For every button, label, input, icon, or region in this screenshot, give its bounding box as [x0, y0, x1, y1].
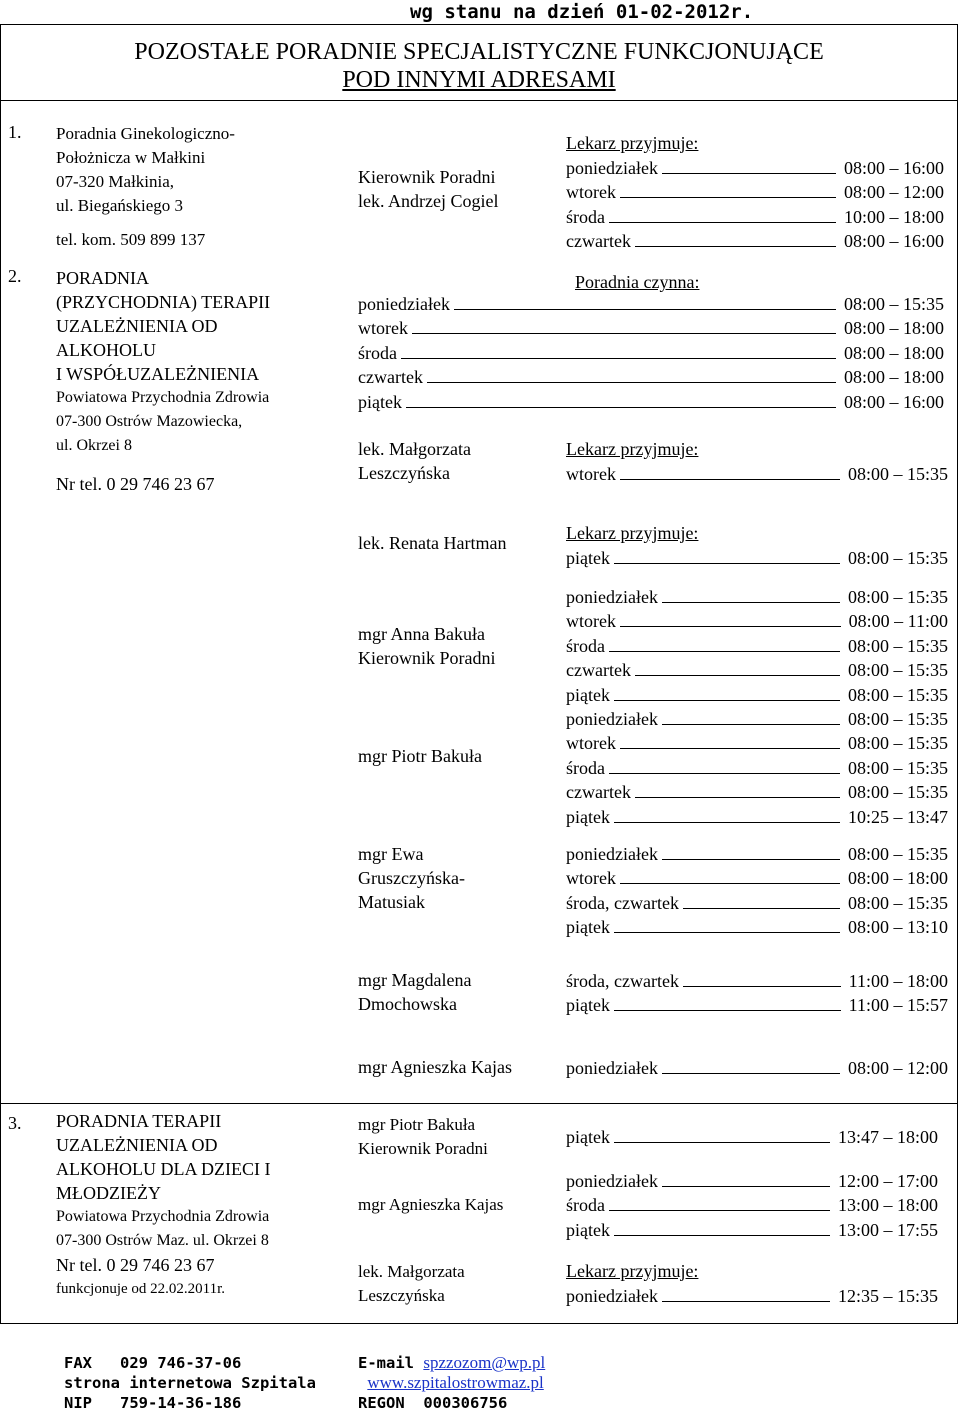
- fax-line: [64, 1353, 316, 1373]
- hours-value: 08:00 – 15:35: [847, 660, 948, 680]
- day-label: piątek: [566, 1219, 610, 1240]
- doctor-entry: [358, 531, 506, 555]
- schedule-row: [566, 204, 944, 229]
- schedule-row: [566, 1217, 938, 1242]
- schedule-row: [566, 633, 948, 658]
- dotted-leader: [662, 724, 840, 725]
- schedule-row: [566, 180, 944, 205]
- doctor-name: lek. Andrzej Cogiel: [358, 191, 499, 211]
- doctor-entry: [358, 1193, 503, 1217]
- schedule-row: [566, 866, 948, 891]
- opening-hours: [358, 291, 944, 414]
- doctor-name: lek. Małgorzata: [358, 439, 471, 459]
- clinic-name-line: (PRZYCHODNIA) TERAPII: [56, 292, 271, 312]
- clinic-1-hours: [566, 131, 944, 253]
- page-title: POZOSTAŁE PORADNIE SPECJALISTYCZNE FUNKCJONUJĄCE: [134, 39, 824, 65]
- schedule-row: [566, 584, 948, 609]
- hours-value: 08:00 – 15:35: [847, 684, 948, 705]
- hours-value: 13:00 – 18:00: [837, 1195, 938, 1215]
- clinic-address: 07-300 Ostrów Maz. ul. Okrzei 8: [56, 1232, 269, 1249]
- doctor-name-cont: Dmochowska: [358, 994, 457, 1014]
- clinic-name-line: PORADNIA: [56, 268, 150, 288]
- dotted-leader: [609, 222, 836, 223]
- clinic-name: Położnicza w Małkini: [56, 148, 206, 167]
- schedule-row: [566, 1283, 938, 1308]
- schedule-row: [566, 731, 948, 756]
- day-label: wtorek: [566, 182, 616, 202]
- doctor-hours: [566, 841, 948, 939]
- regon-label: REGON: [358, 1394, 405, 1412]
- dotted-leader: [620, 748, 840, 749]
- dotted-leader: [662, 859, 840, 860]
- dotted-leader: [609, 1210, 830, 1211]
- clinic-2-info: [56, 266, 270, 496]
- schedule-row: [358, 291, 944, 316]
- clinic-name-line: UZALEŻNIENIA OD: [56, 1135, 218, 1155]
- day-label: piątek: [566, 1126, 610, 1147]
- hours-value: 13:00 – 17:55: [837, 1219, 938, 1240]
- hours-value: 08:00 – 13:10: [847, 917, 948, 937]
- day-label: wtorek: [566, 733, 616, 753]
- hours-value: 08:00 – 15:35: [847, 586, 948, 607]
- doctor-name: mgr Anna Bakuła: [358, 624, 485, 644]
- institution: Powiatowa Przychodnia Zdrowia: [56, 389, 270, 406]
- email-link[interactable]: spzzozom@wp.pl: [423, 1353, 546, 1372]
- day-label: poniedziałek: [566, 157, 658, 178]
- doctor-entry: [358, 622, 495, 670]
- schedule-row: [358, 389, 944, 414]
- dotted-leader: [635, 797, 840, 798]
- hours-title: Lekarz przyjmuje:: [566, 439, 699, 459]
- day-label: poniedziałek: [358, 293, 450, 314]
- dotted-leader: [635, 675, 840, 676]
- dotted-leader: [620, 197, 836, 198]
- hours-value: 10:00 – 18:00: [843, 206, 944, 227]
- status-date: wg stanu na dzień 01-02-2012r.: [410, 1, 754, 23]
- dotted-leader: [620, 626, 841, 627]
- day-label: piątek: [566, 917, 610, 937]
- item-number: 2.: [8, 266, 22, 286]
- dotted-leader: [412, 333, 836, 334]
- day-label: środa: [358, 342, 397, 363]
- doctor-entry: [358, 1260, 465, 1308]
- schedule-row: [358, 365, 944, 390]
- doctor-entry: [358, 968, 471, 1016]
- doctor-name-cont: Kierownik Poradni: [358, 648, 496, 668]
- doctor-hours: [566, 521, 948, 570]
- clinic-street: ul. Okrzei 8: [56, 437, 132, 454]
- dotted-leader: [454, 309, 836, 310]
- dotted-leader: [620, 883, 840, 884]
- clinic-phone: Nr tel. 0 29 746 23 67: [56, 1255, 215, 1275]
- doctor-name-cont: Leszczyńska: [358, 463, 450, 483]
- schedule-row: [358, 340, 944, 365]
- hours-value: 08:00 – 12:00: [843, 182, 944, 202]
- day-label: piątek: [566, 806, 610, 827]
- hours-value: 08:00 – 18:00: [847, 868, 948, 888]
- doctor-hours: [566, 437, 948, 486]
- day-label: piątek: [566, 547, 610, 568]
- hours-value: 12:35 – 15:35: [837, 1285, 938, 1306]
- day-label: środa: [566, 757, 605, 778]
- hours-value: 08:00 – 15:35: [847, 708, 948, 729]
- day-label: wtorek: [358, 318, 408, 338]
- clinic-phone: Nr tel. 0 29 746 23 67: [56, 474, 215, 494]
- nip-label: NIP: [64, 1394, 92, 1412]
- doctor-name-cont: Kierownik Poradni: [358, 1139, 488, 1158]
- day-label: poniedziałek: [566, 586, 658, 607]
- dotted-leader: [614, 1235, 830, 1236]
- schedule-row: [566, 1124, 938, 1149]
- doctor-entry: [358, 437, 471, 485]
- fax-number: 029 746-37-06: [120, 1354, 242, 1372]
- hours-title: Lekarz przyjmuje:: [566, 1261, 699, 1281]
- day-label: czwartek: [566, 660, 631, 680]
- website-label: strona internetowa Szpitala: [64, 1374, 316, 1392]
- clinic-1-head: [358, 165, 498, 213]
- day-label: środa: [566, 635, 605, 656]
- doctor-name: lek. Renata Hartman: [358, 533, 507, 553]
- day-label: czwartek: [566, 231, 631, 251]
- clinic-name-line: MŁODZIEŻY: [56, 1183, 161, 1203]
- dotted-leader: [614, 563, 840, 564]
- email-label: E-mail: [358, 1354, 414, 1372]
- schedule-row: [566, 545, 948, 570]
- dotted-leader: [662, 1186, 830, 1187]
- doctor-name: lek. Małgorzata: [358, 1262, 465, 1281]
- schedule-row: [566, 658, 948, 683]
- schedule-row: [358, 316, 944, 341]
- hours-value: 08:00 – 16:00: [843, 391, 944, 412]
- dotted-leader: [683, 986, 841, 987]
- divider: [0, 1103, 958, 1104]
- hours-value: 10:25 – 13:47: [847, 806, 948, 827]
- doctor-name: mgr Agnieszka Kajas: [358, 1057, 512, 1077]
- item-number: 1.: [8, 122, 22, 142]
- doctor-hours: [566, 1168, 938, 1242]
- dotted-leader: [662, 173, 836, 174]
- hours-value: 11:00 – 15:57: [848, 995, 948, 1015]
- schedule-row: [566, 890, 948, 915]
- clinic-3-info: [56, 1109, 270, 1301]
- day-label: poniedziałek: [566, 1170, 658, 1191]
- clinic-name-line: ALKOHOLU: [56, 340, 156, 360]
- hours-value: 08:00 – 16:00: [843, 231, 944, 251]
- schedule-row: [566, 780, 948, 805]
- hours-value: 08:00 – 15:35: [847, 463, 948, 484]
- day-label: wtorek: [566, 611, 616, 631]
- doctor-name-cont: Gruszczyńska-: [358, 868, 465, 888]
- schedule-row: [566, 1168, 938, 1193]
- website-line: [358, 1373, 545, 1393]
- institution: Powiatowa Przychodnia Zdrowia: [56, 1208, 270, 1225]
- dotted-leader: [614, 932, 840, 933]
- doctor-entry: [358, 744, 482, 768]
- schedule-row: [566, 841, 948, 866]
- dotted-leader: [427, 382, 836, 383]
- doctor-name: mgr Magdalena: [358, 970, 472, 990]
- website-link[interactable]: www.szpitalostrowmaz.pl: [367, 1373, 544, 1392]
- hours-value: 11:00 – 18:00: [848, 970, 948, 991]
- day-label: czwartek: [566, 782, 631, 802]
- clinic-name-line: PORADNIA TERAPII: [56, 1111, 222, 1131]
- doctor-entry: [358, 842, 465, 914]
- fax-label: FAX: [64, 1354, 92, 1372]
- doctor-name: mgr Piotr Bakuła: [358, 746, 482, 766]
- day-label: środa: [566, 206, 605, 227]
- day-label: piątek: [358, 391, 402, 412]
- hours-value: 08:00 – 15:35: [843, 293, 944, 314]
- day-label: wtorek: [566, 463, 616, 484]
- schedule-row: [566, 609, 948, 634]
- day-label: wtorek: [566, 868, 616, 888]
- footer-left: [64, 1353, 316, 1413]
- hours-value: 12:00 – 17:00: [837, 1170, 938, 1191]
- dotted-leader: [662, 1301, 830, 1302]
- dotted-leader: [614, 700, 840, 701]
- hours-value: 08:00 – 11:00: [848, 611, 948, 631]
- dotted-leader: [614, 822, 840, 823]
- clinic-name: Poradnia Ginekologiczno-: [56, 124, 235, 143]
- clinic-name-line: ALKOHOLU DLA DZIECI I: [56, 1159, 271, 1179]
- open-title: Poradnia czynna:: [575, 272, 700, 292]
- doctor-name-cont: Matusiak: [358, 892, 425, 912]
- page-subtitle: POD INNYMI ADRESAMI: [342, 67, 616, 93]
- clinic-address: 07-320 Małkinia,: [56, 172, 175, 191]
- dotted-leader: [609, 773, 840, 774]
- day-label: piątek: [566, 995, 610, 1015]
- dotted-leader: [614, 1010, 841, 1011]
- nip-line: [64, 1393, 316, 1413]
- day-label: poniedziałek: [566, 1057, 658, 1078]
- divider: [0, 100, 958, 101]
- hours-value: 08:00 – 18:00: [843, 367, 944, 387]
- doctor-hours: [566, 1124, 938, 1149]
- schedule-row: [566, 682, 948, 707]
- day-label: środa, czwartek: [566, 970, 679, 991]
- doctor-entry: [358, 1113, 488, 1161]
- item-number: 3.: [8, 1113, 22, 1133]
- hours-title: Lekarz przyjmuje:: [566, 133, 699, 153]
- hours-value: 08:00 – 15:35: [847, 843, 948, 864]
- schedule-row: [566, 1055, 948, 1080]
- schedule-row: [566, 993, 948, 1018]
- clinic-name-line: I WSPÓŁUZALEŻNIENIA: [56, 364, 260, 384]
- doctor-hours: [566, 1055, 948, 1080]
- hours-value: 08:00 – 15:35: [847, 782, 948, 802]
- dotted-leader: [662, 1073, 840, 1074]
- clinic-address: 07-300 Ostrów Mazowiecka,: [56, 413, 243, 430]
- email-line: [358, 1353, 545, 1373]
- hours-value: 13:47 – 18:00: [837, 1126, 938, 1147]
- hours-value: 08:00 – 18:00: [843, 318, 944, 338]
- day-label: poniedziałek: [566, 708, 658, 729]
- dotted-leader: [683, 908, 840, 909]
- day-label: poniedziałek: [566, 843, 658, 864]
- clinic-phone: tel. kom. 509 899 137: [56, 230, 206, 249]
- doctor-name-cont: Leszczyńska: [358, 1286, 445, 1305]
- nip-number: 759-14-36-186: [120, 1394, 242, 1412]
- clinic-street: ul. Biegańskiego 3: [56, 196, 184, 215]
- regon-number: 000306756: [423, 1394, 508, 1412]
- hours-title: Lekarz przyjmuje:: [566, 523, 699, 543]
- footer-right: [358, 1353, 545, 1413]
- hours-value: 08:00 – 15:35: [847, 892, 948, 913]
- schedule-row: [566, 1193, 938, 1218]
- hours-value: 08:00 – 15:35: [847, 733, 948, 753]
- hours-value: 08:00 – 12:00: [847, 1057, 948, 1078]
- schedule-row: [566, 804, 948, 829]
- schedule-row: [566, 155, 944, 180]
- schedule-row: [566, 229, 944, 254]
- doctor-name: mgr Agnieszka Kajas: [358, 1195, 504, 1214]
- doctor-name: mgr Ewa: [358, 844, 424, 864]
- clinic-1-info: [56, 122, 235, 252]
- hours-value: 08:00 – 15:35: [847, 757, 948, 778]
- doctor-entry: [358, 1055, 512, 1079]
- hours-value: 08:00 – 18:00: [843, 342, 944, 363]
- dotted-leader: [406, 407, 836, 408]
- hours-value: 08:00 – 15:35: [847, 635, 948, 656]
- doctor-hours: [566, 706, 948, 829]
- schedule-row: [566, 968, 948, 993]
- schedule-row: [566, 755, 948, 780]
- dotted-leader: [620, 479, 840, 480]
- clinic-name-line: UZALEŻNIENIA OD: [56, 316, 218, 336]
- hours-value: 08:00 – 15:35: [847, 547, 948, 568]
- day-label: środa, czwartek: [566, 892, 679, 913]
- regon-line: [358, 1393, 545, 1413]
- day-label: poniedziałek: [566, 1285, 658, 1306]
- since-note: funkcjonuje od 22.02.2011r.: [56, 1281, 226, 1297]
- dotted-leader: [635, 246, 836, 247]
- dotted-leader: [662, 602, 840, 603]
- day-label: środa: [566, 1195, 605, 1215]
- doctor-hours: [566, 584, 948, 707]
- schedule-row: [566, 706, 948, 731]
- dotted-leader: [614, 1142, 830, 1143]
- doctor-hours: [566, 968, 948, 1017]
- hours-value: 08:00 – 16:00: [843, 157, 944, 178]
- dotted-leader: [401, 358, 836, 359]
- day-label: piątek: [566, 684, 610, 705]
- dotted-leader: [609, 651, 840, 652]
- schedule-row: [566, 915, 948, 940]
- doctor-hours: [566, 1259, 938, 1308]
- schedule-row: [566, 461, 948, 486]
- role-label: Kierownik Poradni: [358, 167, 496, 187]
- doctor-name: mgr Piotr Bakuła: [358, 1115, 476, 1134]
- day-label: czwartek: [358, 367, 423, 387]
